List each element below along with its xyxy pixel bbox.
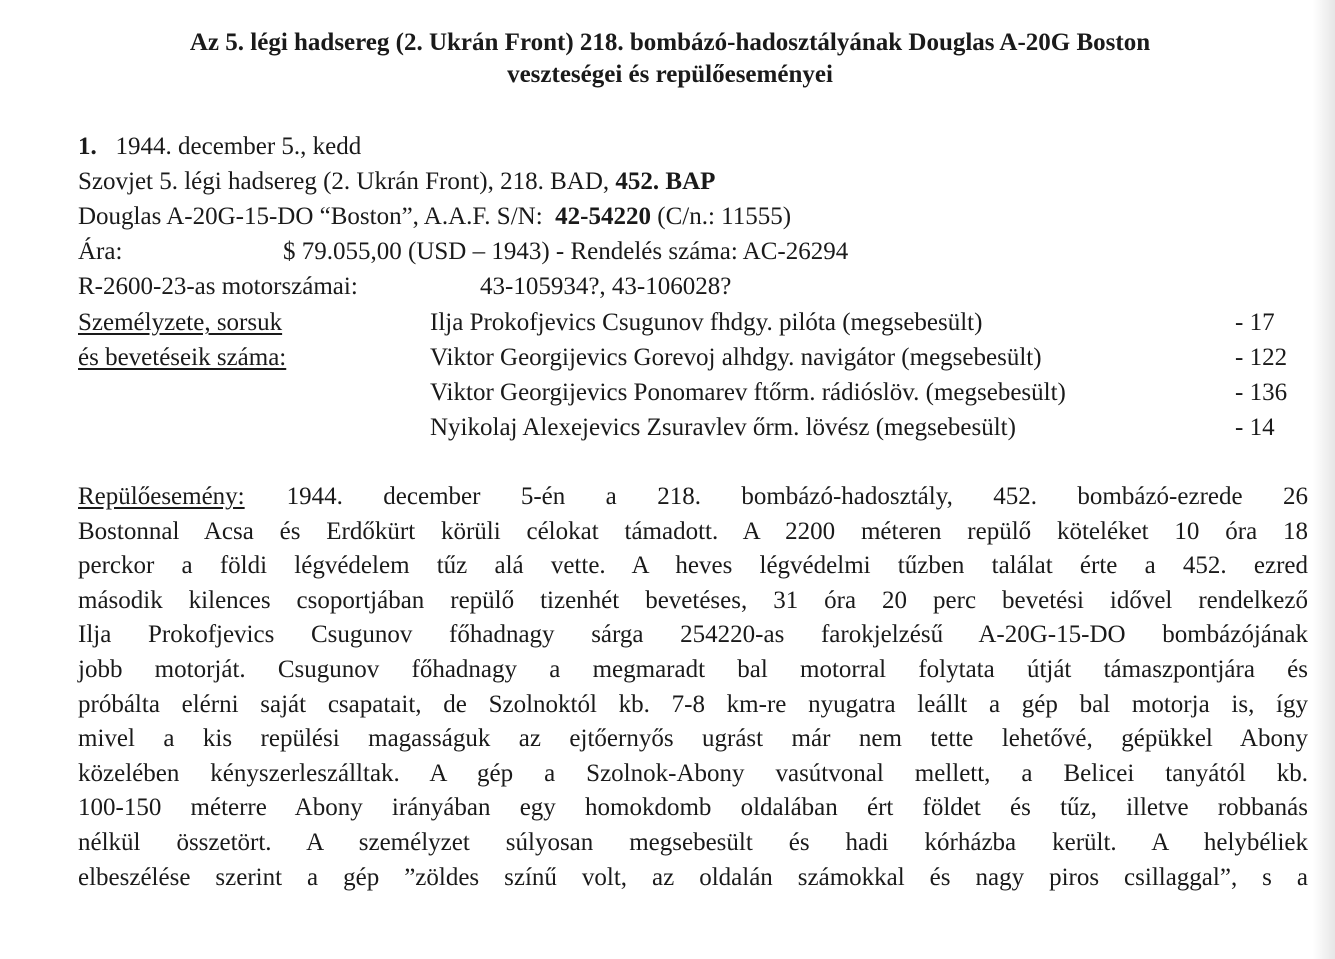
unit-regiment: 452. BAP — [615, 168, 716, 195]
document-title: Az 5. légi hadsereg (2. Ukrán Front) 218. bombázó-hadosztályának Douglas A-20G Boston — [189, 29, 1151, 56]
event-line: mivel a kis repülési magasságuk az ejtőernyős ugrást már nem tette lehetővé, gépükkel Abony — [78, 725, 1308, 753]
event-line: Ilja Prokofjevics Csugunov főhadnagy sárga 254220-as farokjelzésű A-20G-15-DO bombázójának — [78, 621, 1308, 649]
crew-member-sorties: - 17 — [1235, 309, 1275, 336]
aircraft-cn: (C/n.: 11555) — [657, 203, 792, 230]
event-paragraph — [78, 480, 1308, 895]
event-line: próbálta elérni saját csapatait, de Szolnoktól kb. 7-8 km-re nyugatra leállt a gép bal motorja is, így — [78, 690, 1308, 718]
event-label: Repülőesemény: — [78, 483, 245, 510]
event-line — [78, 480, 1308, 515]
entry-header — [78, 130, 361, 164]
crew-member-name: Nyikolaj Alexejevics Zsuravlev őrm. lövész (megsebesült) — [430, 414, 1016, 441]
event-line: 100-150 méterre Abony irányában egy homokdomb oldalában ért földet és tűz, illetve robbanás — [78, 794, 1308, 822]
aircraft-type: Douglas A-20G-15-DO “Boston”, A.A.F. S/N: — [78, 203, 543, 230]
aircraft-line — [78, 200, 791, 234]
crew-member-name: Viktor Georgijevics Gorevoj alhdgy. navigátor (megsebesült) — [430, 344, 1042, 371]
unit-text: Szovjet 5. légi hadsereg (2. Ukrán Front), 218. BAD, — [78, 168, 610, 195]
event-line-text: 1944. december 5-én a 218. bombázó-hadosztály, 452. bombázó-ezrede 26 — [286, 483, 1308, 510]
event-line: nélkül összetört. A személyzet súlyosan megsebesült és hadi kórházba került. A helybéliek — [78, 828, 1308, 856]
document-subtitle: veszteségei és repülőeseményei — [507, 61, 833, 88]
crew-member-sorties: - 14 — [1235, 414, 1275, 441]
crew-member-sorties: - 122 — [1235, 344, 1288, 371]
unit-line — [78, 165, 715, 199]
event-line: perckor a földi légvédelem tűz alá vette. A heves légvédelmi tűzben találat érte a 452. ezred — [78, 552, 1308, 580]
event-line: második kilences csoportjában repülő tizenhét bevetéses, 31 óra 20 perc bevetési idővel rendelkező — [78, 586, 1308, 614]
event-line: elbeszélése szerint a gép ”zöldes színű volt, az oldalán számokkal és nagy piros csillaggal”, s a — [78, 863, 1308, 891]
event-line: Bostonnal Acsa és Erdőkürt körüli célokat támadott. A 2200 méteren repülő köteléket 10 óra 18 — [78, 517, 1308, 545]
engines-value: 43-105934?, 43-106028? — [480, 273, 732, 300]
event-line: közelében kényszerleszálltak. A gép a Szolnok-Abony vasútvonal mellett, a Belicei tanyától kb. — [78, 759, 1308, 787]
scan-edge-shadow — [1313, 0, 1335, 959]
event-line: jobb motorját. Csugunov főhadnagy a megmaradt bal motorral folytata útját támaszpontjára és — [78, 655, 1308, 683]
crew-member-name: Viktor Georgijevics Ponomarev ftőrm. rádióslöv. (megsebesült) — [430, 379, 1066, 406]
entry-number: 1. — [78, 133, 97, 160]
price-label: Ára: — [78, 238, 123, 265]
crew-member-sorties: - 136 — [1235, 379, 1288, 406]
aircraft-serial: 42-54220 — [555, 203, 651, 230]
price-value: $ 79.055,00 (USD – 1943) - Rendelés száma: AC-26294 — [283, 238, 849, 265]
crew-label-1: Személyzete, sorsuk — [78, 309, 283, 336]
crew-label-2: és bevetéseik száma: — [78, 344, 287, 371]
entry-date: 1944. december 5., kedd — [115, 133, 362, 160]
engines-label: R-2600-23-as motorszámai: — [78, 273, 358, 300]
crew-member-name: Ilja Prokofjevics Csugunov fhdgy. pilóta (megsebesült) — [430, 309, 983, 336]
